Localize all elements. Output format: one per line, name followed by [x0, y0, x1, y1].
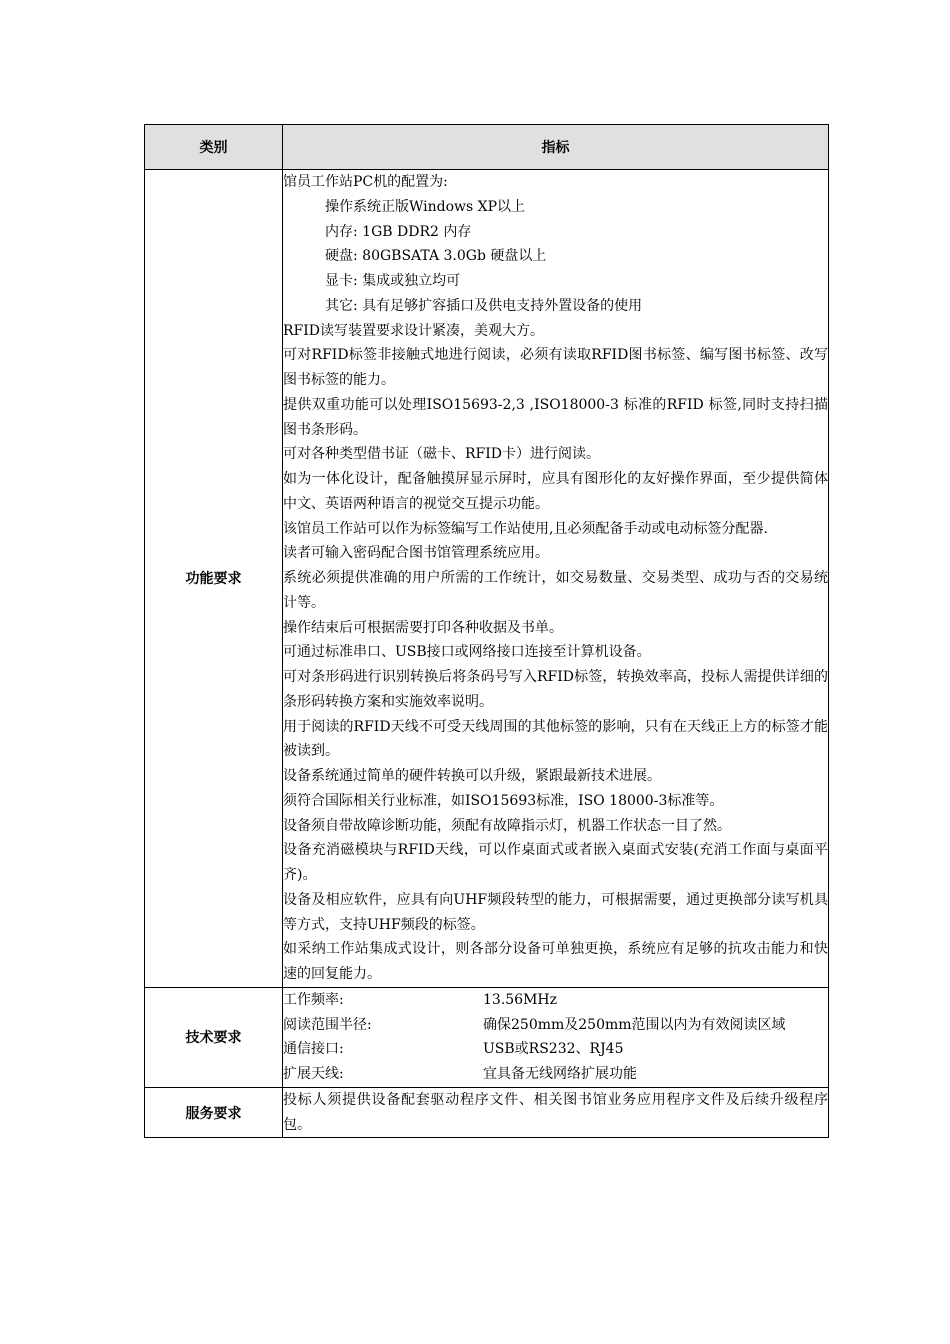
service-requirements-row [145, 1087, 829, 1138]
functional-content [283, 170, 829, 988]
spec-row-frequency [283, 988, 828, 1013]
spec-key: 通信接口: [283, 1041, 344, 1058]
requirement-item: 操作结束后可根据需要打印各种收据及书单。 [283, 619, 563, 636]
requirements-table [144, 124, 829, 1138]
requirement-item: 可对条形码进行识别转换后将条码号写入RFID标签，转换效率高，投标人需提供详细的条形码转换方案和实施效率说明。 [283, 669, 828, 710]
functional-requirements-row [145, 170, 829, 988]
spec-value: USB或RS232、RJ45 [483, 1041, 624, 1058]
requirement-item: 设备系统通过简单的硬件转换可以升级，紧跟最新技术进展。 [283, 768, 661, 784]
header-category: 类别 [145, 125, 283, 170]
header-indicator: 指标 [283, 125, 829, 170]
pc-config-graphics: 显卡: 集成或独立均可 [325, 273, 461, 289]
service-category: 服务要求 [145, 1087, 283, 1138]
functional-category: 功能要求 [145, 170, 283, 988]
spec-value: 宜具备无线网络扩展功能 [483, 1066, 637, 1082]
pc-config-intro: 馆员工作站PC机的配置为: [283, 174, 448, 190]
spec-row-interface [283, 1037, 828, 1062]
requirement-item: 用于阅读的RFID天线不可受天线周围的其他标签的影响，只有在天线正上方的标签才能被读到。 [283, 718, 828, 760]
service-content: 投标人须提供设备配套驱动程序文件、相关图书馆业务应用程序文件及后续升级程序包。 [283, 1087, 829, 1138]
spec-row-range [283, 1013, 828, 1038]
technical-requirements-row [145, 987, 829, 1087]
requirement-item: 设备及相应软件，应具有向UHF频段转型的能力，可根据需要，通过更换部分读写机具等方式，支持UHF频段的标签。 [283, 891, 828, 933]
requirement-item: 提供双重功能可以处理ISO15693-2,3 ,ISO18000-3 标准的RFID 标签,同时支持扫描图书条形码。 [283, 396, 828, 438]
requirement-item: 设备充消磁模块与RFID天线，可以作桌面式或者嵌入桌面式安装(充消工作面与桌面平齐)。 [283, 842, 828, 883]
requirement-item: 该馆员工作站可以作为标签编写工作站使用,且必须配备手动或电动标签分配器. [283, 520, 768, 537]
requirement-item: RFID读写装置要求设计紧凑，美观大方。 [283, 322, 545, 339]
requirement-item: 可对RFID标签非接触式地进行阅读，必须有读取RFID图书标签、编写图书标签、改写图书标签的能力。 [283, 347, 828, 388]
pc-config-memory: 内存: 1GB DDR2 内存 [325, 223, 472, 240]
pc-config-other: 其它: 具有足够扩容插口及供电支持外置设备的使用 [325, 297, 643, 314]
requirement-item: 可对各种类型借书证（磁卡、RFID卡）进行阅读。 [283, 446, 601, 463]
pc-config-os: 操作系统正版Windows XP以上 [325, 198, 526, 215]
requirement-item: 如采纳工作站集成式设计，则各部分设备可单独更换，系统应有足够的抗攻击能力和快速的回复能力。 [283, 941, 828, 982]
spec-key: 扩展天线: [283, 1066, 344, 1082]
table-header-row [145, 125, 829, 170]
requirement-item: 如为一体化设计，配备触摸屏显示屏时，应具有图形化的友好操作界面，至少提供简体中文、英语两种语言的视觉交互提示功能。 [283, 471, 828, 512]
requirement-item: 系统必须提供准确的用户所需的工作统计，如交易数量、交易类型、成功与否的交易统计等。 [283, 570, 828, 611]
requirement-item: 可通过标准串口、USB接口或网络接口连接至计算机设备。 [283, 644, 651, 661]
pc-config-disk: 硬盘: 80GBSATA 3.0Gb 硬盘以上 [325, 248, 547, 265]
requirement-item: 读者可输入密码配合图书馆管理系统应用。 [283, 545, 549, 562]
spec-row-antenna [283, 1062, 828, 1087]
requirement-item: 设备须自带故障诊断功能，须配有故障指示灯，机器工作状态一目了然。 [283, 817, 731, 834]
spec-key: 阅读范围半径: [283, 1016, 372, 1033]
technical-content [283, 987, 829, 1087]
technical-category: 技术要求 [145, 987, 283, 1087]
spec-value: 确保250mm及250mm范围以内为有效阅读区域 [483, 1016, 786, 1033]
spec-key: 工作频率: [283, 991, 344, 1008]
requirement-item: 须符合国际相关行业标准，如ISO15693标准，ISO 18000-3标准等。 [283, 792, 724, 809]
spec-value: 13.56MHz [483, 991, 557, 1008]
